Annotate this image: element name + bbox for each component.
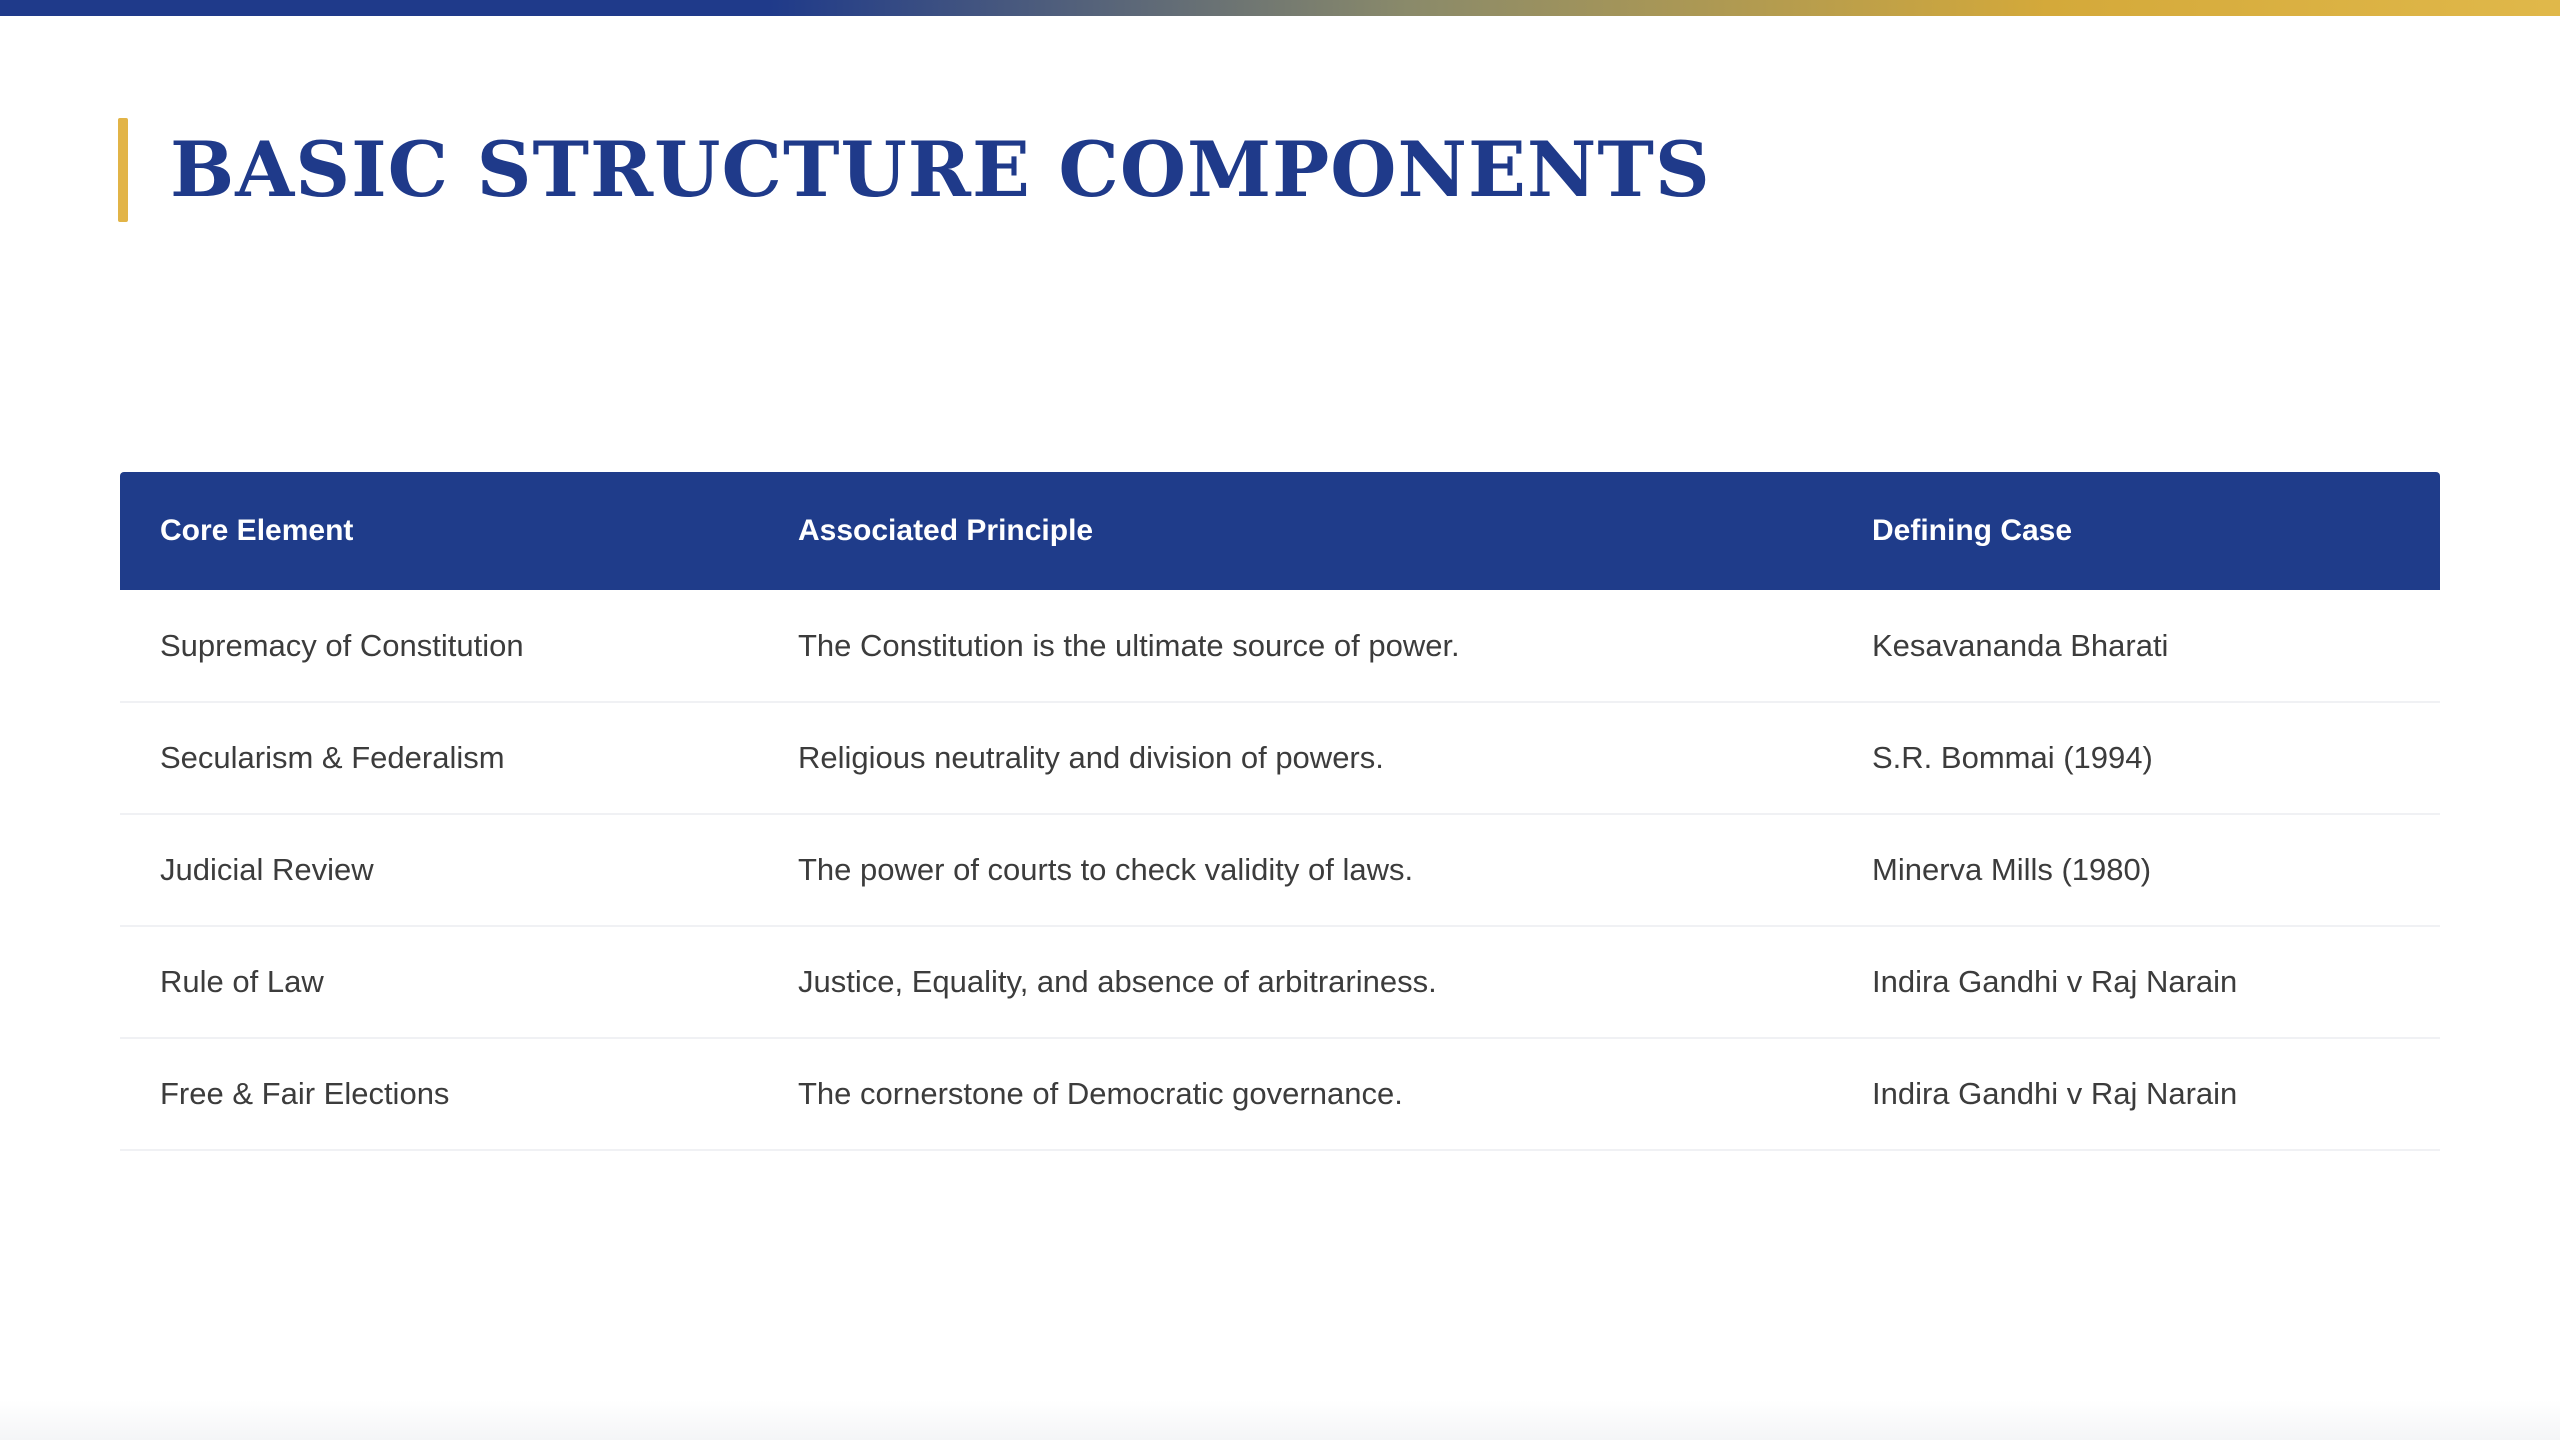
table-row xyxy=(120,590,2440,702)
title-accent-bar xyxy=(118,118,128,222)
cell-associated-principle: Justice, Equality, and absence of arbitrariness. xyxy=(798,964,1437,999)
cell-associated-principle: The cornerstone of Democratic governance. xyxy=(798,1076,1403,1111)
cell-core-element: Rule of Law xyxy=(160,964,324,999)
components-table xyxy=(120,472,2440,1151)
table-row xyxy=(120,702,2440,814)
top-accent-bar xyxy=(0,0,2560,16)
cell-associated-principle: Religious neutrality and division of powers. xyxy=(798,740,1384,775)
table-body xyxy=(120,590,2440,1150)
table-header-row xyxy=(120,472,2440,590)
cell-core-element: Judicial Review xyxy=(160,852,374,887)
cell-defining-case: Kesavananda Bharati xyxy=(1872,627,2169,663)
table-row xyxy=(120,814,2440,926)
cell-associated-principle: The power of courts to check validity of laws. xyxy=(798,852,1414,887)
bottom-fade xyxy=(0,1400,2560,1440)
table-row xyxy=(120,926,2440,1038)
cell-defining-case: Indira Gandhi v Raj Narain xyxy=(1872,1076,2238,1111)
cell-associated-principle: The Constitution is the ultimate source of power. xyxy=(798,627,1460,663)
cell-defining-case: S.R. Bommai (1994) xyxy=(1872,740,2153,775)
header-defining-case: Defining Case xyxy=(1872,514,2073,547)
table-row xyxy=(120,1038,2440,1150)
cell-defining-case: Minerva Mills (1980) xyxy=(1872,852,2152,887)
header-associated-principle: Associated Principle xyxy=(798,514,1094,547)
page-title: BASIC STRUCTURE COMPONENTS xyxy=(170,125,1711,214)
title-block xyxy=(118,118,1711,222)
cell-core-element: Secularism & Federalism xyxy=(160,740,505,775)
cell-defining-case: Indira Gandhi v Raj Narain xyxy=(1872,964,2238,999)
cell-core-element: Free & Fair Elections xyxy=(160,1076,450,1111)
header-core-element: Core Element xyxy=(160,514,354,547)
table-header xyxy=(120,472,2440,590)
cell-core-element: Supremacy of Constitution xyxy=(160,627,524,663)
components-table-container xyxy=(120,472,2440,1151)
